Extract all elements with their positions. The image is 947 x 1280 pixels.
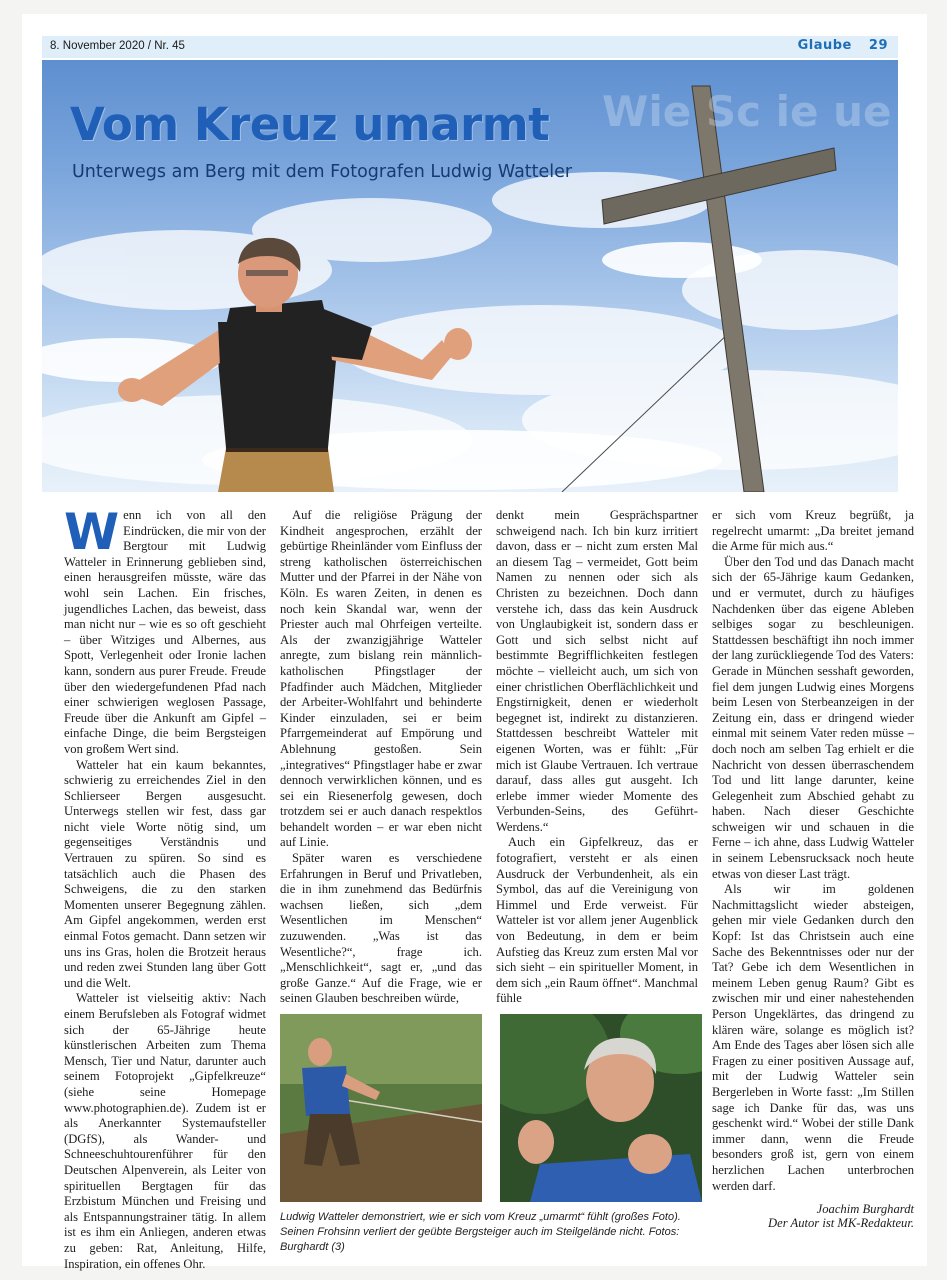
page-number: 29 xyxy=(868,38,888,53)
bleed-through-text: Wie Sc ie ue xyxy=(602,87,892,136)
paragraph: Später waren es verschiedene Erfahrungen in Beruf und Privatleben, die in ihm zunehmend das Bedürfnis wachsen ließen, sich „dem Wesentlichen im Menschen“ zuzuwenden. „Was ist das Wesentliche?“, frage ich. „Menschlichkeit“, sagt er, „und das große Ganze.“ Auf die Frage, wie er seinen Glauben beschreiben würde, xyxy=(280,851,482,1006)
article-column-3 xyxy=(496,508,698,1007)
subheadline: Unterwegs am Berg mit dem Fotografen Ludwig Watteler xyxy=(72,162,573,182)
paragraph-text: enn ich von all den Eindrücken, die mir von der Bergtour mit Ludwig Watteler in Erinnerung geblieben sind, einen herausgreifen müsste, wäre das wohl sein Lachen. Ein frisches, jugendliches Lachen, das beweist, dass man nicht nur – wie es so oft geschieht – über Witziges und Albernes, aus Spott, Verlegenheit oder Ironie lachen kann, sondern aus purer Freude. Freude über den wiedergefundenen Pfad nach einer schwierigen weglosen Passage, Freude über die Ankunft am Gipfel – einfache Dinge, die beim Bergsteigen von großem Wert sind. xyxy=(64,508,266,756)
author-role: Der Autor ist MK-Redakteur. xyxy=(768,1216,914,1231)
article-column-1 xyxy=(64,503,266,1272)
headline: Vom Kreuz umarmt xyxy=(70,98,550,151)
paragraph: Als wir im goldenen Nachmittagslicht wieder absteigen, gehen mir viele Gedanken durch den Kopf: Ist das Christsein auch eine Sache des Bekenntnisses oder nur der Tat? Gebe ich dem Wesentlichen in meinem Leben genug Raum? Gibt es zwischen mir und einer nahestehenden Person Ungeklärtes, das dringend zu klären wäre, solange es möglich ist? Am Ende des Tages aber lösen sich alle Fragen zu einer positiven Aussage auf, mit der Ludwig Watteler sein Bergerleben in Worte fasst: „Im Stillen sage ich Danke für das, was uns geschenkt wird.“ Wobei der stille Dank immer dann, wenn die Freude besonders groß ist, gern von einem herzlichen Lachen unterbrochen werden darf. xyxy=(712,882,914,1193)
paragraph: Watteler hat ein kaum bekanntes, schwierig zu erreichendes Ziel in den Schlierseer Bergen ausgesucht. Unterwegs stellen wir fest, dass gar nicht viele Worte nötig sind, um gegenseitiges Verständnis und Vertrauen zu spüren. So sind es tatsächlich auch die Phasen des Schweigens, die zu den starken Momenten unserer Begegnung zählen. Am Gipfel angekommen, werden erst einmal Fotos gemacht. Dann setzen wir uns ins Gras, holen die Brotzeit heraus und reden zwei Stunden lang über Gott und die Welt. xyxy=(64,757,266,990)
section-label: Glaube xyxy=(797,38,852,53)
article-column-2 xyxy=(280,508,482,1007)
photo-climbing xyxy=(280,1014,482,1202)
article-column-4 xyxy=(712,508,914,1230)
paragraph: Auch ein Gipfelkreuz, das er fotografiert, versteht er als einen Ausdruck der Verbundenheit, als ein Symbol, das auf die Vereinigung von Himmel und Erde verweist. Für Watteler ist vor allem jener Augenblick von Bedeutung, in dem er beim Aufstieg das Kreuz zum ersten Mal vor sich sieht – ein spiritueller Moment, in dem sich „ein Raum öffnet“. Manchmal fühle xyxy=(496,835,698,1006)
photo-laughing xyxy=(500,1014,702,1202)
hero-photo xyxy=(42,60,898,492)
section-and-page xyxy=(798,38,888,53)
author-credit xyxy=(712,1202,914,1230)
paragraph xyxy=(64,503,266,758)
newspaper-page xyxy=(22,14,927,1271)
photo-caption: Ludwig Watteler demonstriert, wie er sich vom Kreuz „umarmt“ fühlt (großes Foto). Seinen Frohsinn verliert der geübte Bergsteiger auch im Steilgelände nicht. Fotos: Burghardt (3) xyxy=(280,1211,681,1253)
author-name: Joachim Burghardt xyxy=(816,1202,914,1217)
drop-cap: W xyxy=(64,503,120,561)
page-header xyxy=(42,36,898,58)
issue-date: 8. November 2020 / Nr. 45 xyxy=(50,40,185,52)
paragraph: Über den Tod und das Danach macht sich der 65-Jährige kaum Gedanken, und er vermutet, durch zu häufiges Nachdenken über das eigene Ableben selbiges sogar zu beschleunigen. Stattdessen beschäftigt ihn noch immer der lang zurückliegende Tod des Vaters: Gerade in München sesshaft geworden, fiel dem jungen Ludwig eines Morgens beim Lesen von Sterbeanzeigen in der Zeitung ein, dass er dringend wieder einmal mit seinem Vater reden müsse – doch noch am selben Tag erhielt er die Nachricht von dessen überraschendem Tod und litt lange darunter, keine Gelegenheit zum Abschied gehabt zu haben. Nach dieser Geschichte schweigen wir und schauen in die Ferne – ich ahne, dass Ludwig Watteler in seinem Lebensrucksack noch heute etwas von dieser Last trägt. xyxy=(712,554,914,881)
paragraph: er sich vom Kreuz begrüßt, ja regelrecht umarmt: „Da breitet jemand die Arme für mich aus.“ xyxy=(712,508,914,554)
paragraph: denkt mein Gesprächspartner schweigend nach. Ich bin kurz irritiert davon, dass er – nicht zum ersten Mal an diesem Tag – vermeidet, Gott beim Namen zu nennen oder sich als Christen zu bezeichnen. Doch dann verstehe ich, dass das kein Ausdruck von Unglaubigkeit ist, sondern dass er Gott und sich selbst nicht auf bestimmte Begrifflichkeiten festlegen möchte – vielleicht auch, um sich von einer christlichen Oberflächlichkeit und Engstirnigkeit, denen er wiederholt begegnet ist, indirekt zu distanzieren. Stattdessen beschreibt Watteler mit eigenen Worten, was er fühlt: „Für mich ist Glaube Vertrauen. Ich vertraue darauf, dass alles gut ausgeht. Ich erlebe immer wieder Momente des Verbunden-Seins, des Geführt-Werdens.“ xyxy=(496,508,698,834)
paragraph: Watteler ist vielseitig aktiv: Nach einem Berufsleben als Fotograf widmet sich der 65-Jährige heute künstlerischen Arbeiten zum Thema Mensch, Tier und Natur, darunter auch seinem Fotoprojekt „Gipfelkreuze“ (siehe seine Homepage www.photographien.de). Zudem ist er als Anerkannter Systemaufsteller (DGfS), als Wander- und Schneeschuhtourenführer für den Deutschen Alpenverein, als Leiter von spirituellen Bergtagen für das Erzbistum München und Freising und als Entspannungstrainer tätig. In allem ist es ihm ein Anliegen, anderen etwas zu geben: Rat, Anleitung, Hilfe, Inspiration, ein offenes Ohr. xyxy=(64,991,266,1271)
paragraph: Auf die religiöse Prägung der Kindheit angesprochen, erzählt der gebürtige Rheinländer vom Einfluss der streng katholischen österreichischen Mutter und der Pfarrei in der Nähe von Köln. Es waren Zeiten, in denen es noch kein Skandal war, wenn der Priester auch mal Ohrfeigen verteilte. Als der zwanzigjährige Watteler anregte, zum bislang rein männlich-katholischen Pfingstlager der Pfadfinder auch Mädchen, Mitglieder der Arbeiter-Wohlfahrt und behinderte Kinder einzuladen, sei er beim Pfarrgemeinderat auf Empörung und Ablehnung gestoßen. Sein „integratives“ Pfingstlager habe er zwar dennoch verwirklichen können, und es sei ein Riesenerfolg gewesen, doch trotzdem sei er auch danach respektlos behandelt worden – er war eben nicht auf Linie. xyxy=(280,508,482,850)
